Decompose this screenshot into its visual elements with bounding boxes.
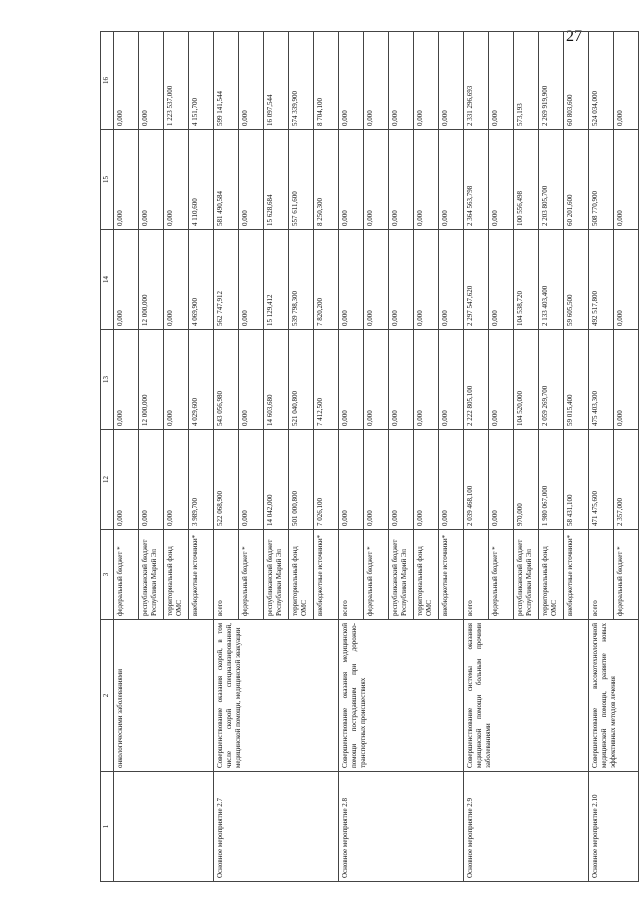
amount-cell: 543 056,980 [214,330,239,430]
funding-source: федеральный бюджет * [364,530,389,620]
header-row [101,32,114,882]
amount-cell: 0,000 [139,32,164,130]
amount-cell: 4 029,600 [189,330,214,430]
funding-source: республиканский бюджет Республики Марий Эл [389,530,414,620]
measure-name: Совершенствование оказания медицинской помощи пострадавшим при дорожно-транспортных происшествиях [339,620,464,772]
measure-code: Основное мероприятие 2.7 [214,772,339,882]
column-header: 12 [101,430,114,530]
amount-cell: 0,000 [339,32,364,130]
amount-cell: 522 068,900 [214,430,239,530]
amount-cell: 60 201,600 [564,130,589,230]
amount-cell: 539 798,300 [289,230,314,330]
funding-source: федеральный бюджет * [239,530,264,620]
amount-cell: 0,000 [239,32,264,130]
amount-cell: 12 000,000 [139,230,164,330]
amount-cell: 15 628,684 [264,130,289,230]
measure-code: Основное мероприятие 2.8 [339,772,464,882]
amount-cell: 7 026,100 [314,430,339,530]
budget-table [100,31,639,882]
amount-cell: 0,000 [414,230,439,330]
column-header: 3 [101,530,114,620]
column-header: 1 [101,772,114,882]
amount-cell: 0,000 [114,130,139,230]
amount-cell: 12 000,000 [139,330,164,430]
amount-cell: 0,000 [139,130,164,230]
amount-cell: 0,000 [139,430,164,530]
amount-cell: 2 133 403,400 [539,230,564,330]
amount-cell: 0,000 [614,32,639,130]
amount-cell: 574 339,900 [289,32,314,130]
funding-source: всего [339,530,364,620]
column-header: 15 [101,130,114,230]
amount-cell: 0,000 [114,430,139,530]
amount-cell: 0,000 [614,230,639,330]
amount-cell: 0,000 [339,130,364,230]
measure-code: Основное мероприятие 2.10 [589,772,639,882]
amount-cell: 0,000 [389,430,414,530]
amount-cell: 0,000 [439,430,464,530]
amount-cell: 58 431,100 [564,430,589,530]
funding-source: территориальный фонд ОМС [539,530,564,620]
amount-cell: 14 042,000 [264,430,289,530]
funding-source: внебюджетные источники* [564,530,589,620]
amount-cell: 0,000 [114,330,139,430]
table-row [589,32,614,882]
column-header: 13 [101,330,114,430]
amount-cell: 0,000 [239,430,264,530]
amount-cell: 0,000 [414,330,439,430]
funding-source: федеральный бюджет * [114,530,139,620]
amount-cell: 2 269 919,900 [539,32,564,130]
amount-cell: 8 250,300 [314,130,339,230]
amount-cell: 501 000,800 [289,430,314,530]
amount-cell: 1 223 537,000 [164,32,189,130]
amount-cell: 0,000 [164,330,189,430]
column-header: 16 [101,32,114,130]
amount-cell: 16 097,544 [264,32,289,130]
column-header: 14 [101,230,114,330]
amount-cell: 492 517,800 [589,230,614,330]
funding-source: федеральный бюджет * [614,530,639,620]
amount-cell: 0,000 [364,430,389,530]
amount-cell: 557 611,600 [289,130,314,230]
amount-cell: 0,000 [414,32,439,130]
funding-source: всего [464,530,489,620]
amount-cell: 7 412,500 [314,330,339,430]
amount-cell: 15 129,412 [264,230,289,330]
amount-cell: 0,000 [414,130,439,230]
amount-cell: 0,000 [389,330,414,430]
rotated-table-container [100,32,624,882]
amount-cell: 0,000 [339,430,364,530]
amount-cell: 0,000 [114,230,139,330]
amount-cell: 59 605,500 [564,230,589,330]
amount-cell: 0,000 [164,430,189,530]
amount-cell: 8 704,100 [314,32,339,130]
funding-source: внебюджетные источники* [314,530,339,620]
amount-cell: 2 059 269,700 [539,330,564,430]
amount-cell: 4 110,600 [189,130,214,230]
amount-cell: 0,000 [389,32,414,130]
amount-cell: 0,000 [339,330,364,430]
table-body [114,32,639,882]
amount-cell: 2 203 805,700 [539,130,564,230]
funding-source: республиканский бюджет Республики Марий Эл [264,530,289,620]
amount-cell: 7 820,200 [314,230,339,330]
funding-source: республиканский бюджет Республики Марий Эл [514,530,539,620]
amount-cell: 59 015,400 [564,330,589,430]
amount-cell: 1 980 067,000 [539,430,564,530]
funding-source: территориальный фонд ОМС [414,530,439,620]
table-row [339,32,364,882]
amount-cell: 2 039 468,100 [464,430,489,530]
amount-cell: 0,000 [439,130,464,230]
amount-cell: 581 490,584 [214,130,239,230]
funding-source: всего [214,530,239,620]
amount-cell: 508 770,900 [589,130,614,230]
amount-cell: 562 747,912 [214,230,239,330]
amount-cell: 4 151,700 [189,32,214,130]
amount-cell: 100 556,498 [514,130,539,230]
amount-cell: 4 069,900 [189,230,214,330]
measure-name: Совершенствование оказания скорой, в том числе скорой специализированной, медицинской помощи, медицинской эвакуации [214,620,339,772]
amount-cell: 2 364 563,798 [464,130,489,230]
measure-name: онкологическими заболеваниями [114,620,214,772]
amount-cell: 0,000 [364,330,389,430]
amount-cell: 471 475,600 [589,430,614,530]
measure-name: Совершенствование системы оказания медицинской помощи больным прочими заболеваниями [464,620,589,772]
amount-cell: 2 297 547,620 [464,230,489,330]
measure-code: Основное мероприятие 2.9 [464,772,589,882]
funding-source: территориальный фонд ОМС [289,530,314,620]
amount-cell: 0,000 [489,230,514,330]
measure-code [114,772,214,882]
amount-cell: 524 034,000 [589,32,614,130]
amount-cell: 104 520,000 [514,330,539,430]
table-row [214,32,239,882]
amount-cell: 0,000 [614,330,639,430]
amount-cell: 970,000 [514,430,539,530]
table-row [114,32,139,882]
amount-cell: 14 603,680 [264,330,289,430]
amount-cell: 0,000 [339,230,364,330]
amount-cell: 0,000 [389,130,414,230]
amount-cell: 0,000 [164,130,189,230]
amount-cell: 0,000 [489,330,514,430]
amount-cell: 60 803,600 [564,32,589,130]
amount-cell: 0,000 [389,230,414,330]
amount-cell: 573,193 [514,32,539,130]
amount-cell: 0,000 [239,130,264,230]
funding-source: внебюджетные источники* [439,530,464,620]
amount-cell: 599 141,544 [214,32,239,130]
amount-cell: 0,000 [164,230,189,330]
amount-cell: 0,000 [614,130,639,230]
amount-cell: 0,000 [439,230,464,330]
amount-cell: 0,000 [239,330,264,430]
funding-source: территориальный фонд ОМС [164,530,189,620]
column-header: 2 [101,620,114,772]
amount-cell: 3 989,700 [189,430,214,530]
funding-source: республиканский бюджет Республики Марий Эл [139,530,164,620]
amount-cell: 2 357,000 [614,430,639,530]
amount-cell: 104 538,720 [514,230,539,330]
amount-cell: 0,000 [364,230,389,330]
amount-cell: 0,000 [439,32,464,130]
amount-cell: 0,000 [439,330,464,430]
amount-cell: 0,000 [414,430,439,530]
amount-cell: 475 403,300 [589,330,614,430]
funding-source: внебюджетные источники* [189,530,214,620]
page-number: 27 [566,28,582,45]
amount-cell: 2 331 296,693 [464,32,489,130]
funding-source: федеральный бюджет * [489,530,514,620]
amount-cell: 0,000 [489,32,514,130]
amount-cell: 521 040,800 [289,330,314,430]
amount-cell: 0,000 [364,32,389,130]
amount-cell: 0,000 [114,32,139,130]
measure-name: Совершенствование высокотехнологичной медицинской помощи, развитие новых эффективных методов лечения [589,620,639,772]
amount-cell: 0,000 [489,130,514,230]
amount-cell: 0,000 [364,130,389,230]
funding-source: всего [589,530,614,620]
amount-cell: 2 222 805,100 [464,330,489,430]
table-row [464,32,489,882]
amount-cell: 0,000 [239,230,264,330]
amount-cell: 0,000 [489,430,514,530]
